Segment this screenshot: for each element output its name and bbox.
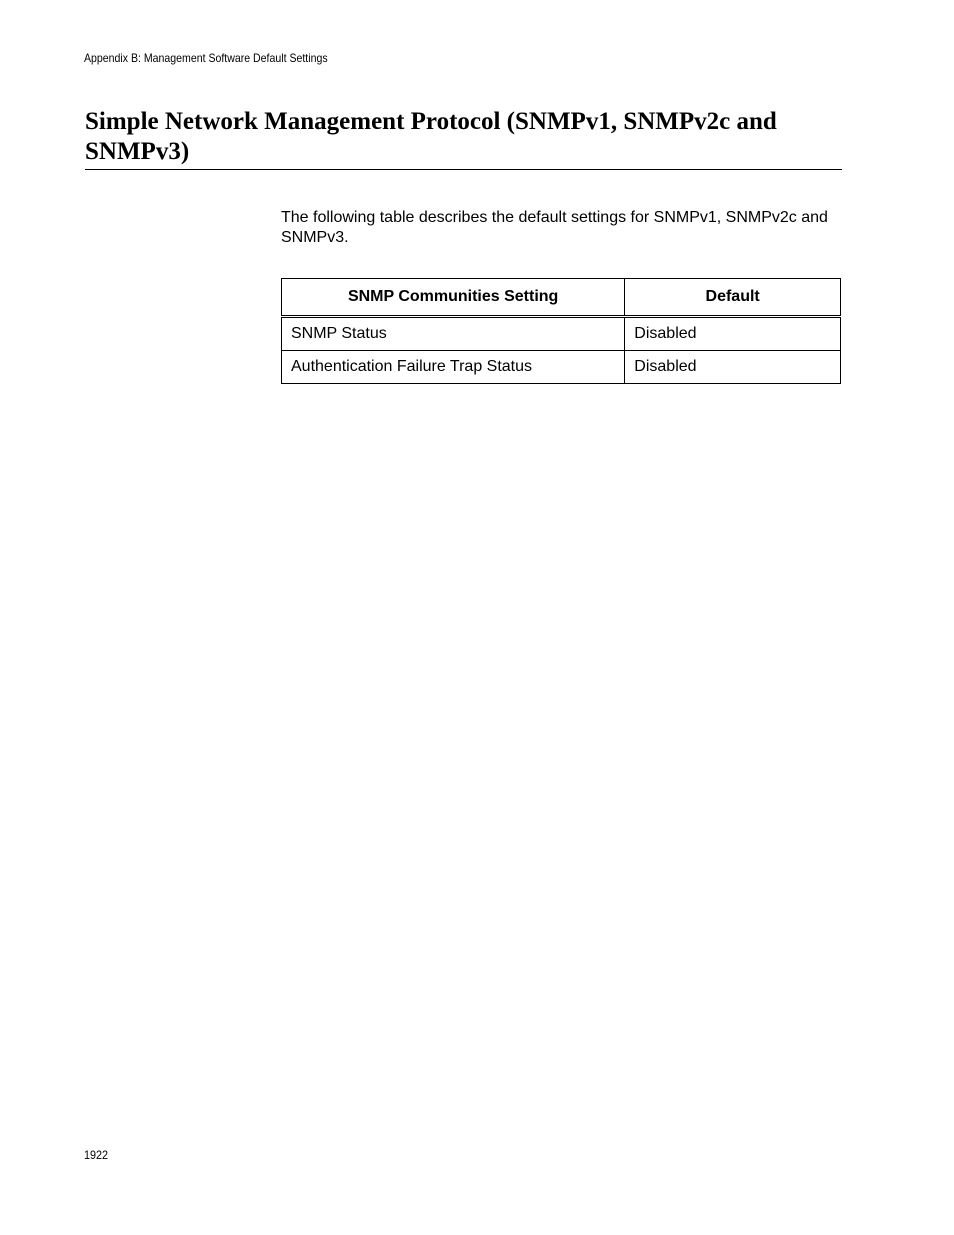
- page-number: 1922: [84, 1148, 109, 1162]
- table-header-row: [282, 279, 841, 317]
- running-header: Appendix B: Management Software Default Settings: [84, 51, 328, 65]
- intro-paragraph: The following table describes the default settings for SNMPv1, SNMPv2c and SNMPv3.: [281, 209, 828, 246]
- default-cell: Disabled: [625, 351, 841, 384]
- section-title: Simple Network Management Protocol (SNMPv1, SNMPv2c and SNMPv3): [85, 108, 777, 165]
- setting-cell: Authentication Failure Trap Status: [282, 351, 625, 384]
- column-header-default: Default: [625, 279, 841, 317]
- table-row: [282, 317, 841, 351]
- table-row: [282, 351, 841, 384]
- default-cell: Disabled: [625, 317, 841, 351]
- title-rule: [85, 169, 842, 170]
- setting-cell: SNMP Status: [282, 317, 625, 351]
- snmp-defaults-table: [281, 278, 841, 384]
- column-header-setting: SNMP Communities Setting: [282, 279, 625, 317]
